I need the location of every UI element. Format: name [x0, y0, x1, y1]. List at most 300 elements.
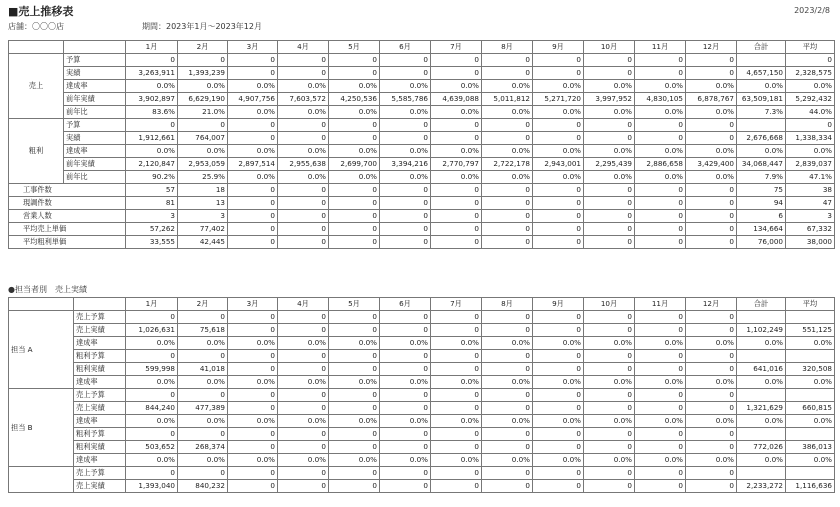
- value-cell: 0: [635, 197, 686, 210]
- value-cell: 18: [178, 184, 228, 197]
- table-row: [9, 363, 835, 376]
- value-cell: 0: [380, 389, 431, 402]
- value-cell: 0: [380, 223, 431, 236]
- value-cell: 0: [278, 467, 329, 480]
- value-cell: 38,000: [786, 236, 835, 249]
- table-row: [9, 132, 835, 145]
- value-cell: 0: [431, 210, 482, 223]
- value-cell: 660,815: [786, 402, 835, 415]
- value-cell: 0: [482, 119, 533, 132]
- header-row: [9, 298, 835, 311]
- value-cell: 0.0%: [126, 337, 178, 350]
- value-cell: 0.0%: [584, 454, 635, 467]
- value-cell: 0: [380, 402, 431, 415]
- value-cell: [786, 350, 835, 363]
- value-cell: 0.0%: [178, 376, 228, 389]
- table-row: [9, 119, 835, 132]
- value-cell: 0.0%: [482, 376, 533, 389]
- value-cell: 0: [584, 428, 635, 441]
- value-cell: 0: [584, 441, 635, 454]
- value-cell: 0: [380, 210, 431, 223]
- row-label: 前年実績: [64, 93, 126, 106]
- value-cell: 2,120,847: [126, 158, 178, 171]
- value-cell: 0: [329, 311, 380, 324]
- column-header: 4月: [278, 298, 329, 311]
- table-row: [9, 67, 835, 80]
- value-cell: 75: [737, 184, 786, 197]
- value-cell: 0.0%: [737, 145, 786, 158]
- value-cell: 0: [635, 223, 686, 236]
- value-cell: 1,393,040: [126, 480, 178, 493]
- value-cell: 0: [228, 197, 278, 210]
- value-cell: 0.0%: [228, 376, 278, 389]
- value-cell: 0: [482, 389, 533, 402]
- value-cell: 0: [329, 324, 380, 337]
- value-cell: 2,295,439: [584, 158, 635, 171]
- value-cell: 0: [178, 467, 228, 480]
- value-cell: 0: [686, 350, 737, 363]
- value-cell: 0.0%: [533, 171, 584, 184]
- value-cell: 0: [786, 119, 835, 132]
- value-cell: 0: [635, 350, 686, 363]
- value-cell: [737, 311, 786, 324]
- value-cell: 0: [126, 428, 178, 441]
- value-cell: 0.0%: [737, 454, 786, 467]
- value-cell: 0.0%: [686, 337, 737, 350]
- value-cell: 4,657,150: [737, 67, 786, 80]
- table-row: [9, 80, 835, 93]
- column-header: 5月: [329, 298, 380, 311]
- table-row: [9, 467, 835, 480]
- value-cell: 38: [786, 184, 835, 197]
- row-label: 平均粗利単価: [9, 236, 126, 249]
- value-cell: [786, 467, 835, 480]
- value-cell: 6,878,767: [686, 93, 737, 106]
- value-cell: 0.0%: [278, 415, 329, 428]
- value-cell: 3: [786, 210, 835, 223]
- value-cell: 134,664: [737, 223, 786, 236]
- value-cell: 0: [533, 428, 584, 441]
- value-cell: 0: [178, 54, 228, 67]
- value-cell: 0: [329, 54, 380, 67]
- value-cell: 0: [431, 363, 482, 376]
- value-cell: 0.0%: [482, 415, 533, 428]
- value-cell: 0: [178, 311, 228, 324]
- value-cell: 0: [431, 324, 482, 337]
- value-cell: 0: [686, 467, 737, 480]
- value-cell: [737, 119, 786, 132]
- value-cell: 0.0%: [482, 171, 533, 184]
- value-cell: 1,116,636: [786, 480, 835, 493]
- value-cell: 0.0%: [431, 106, 482, 119]
- column-header: 7月: [431, 298, 482, 311]
- value-cell: 0.0%: [126, 454, 178, 467]
- header-row: [9, 41, 835, 54]
- value-cell: 33,555: [126, 236, 178, 249]
- value-cell: 3,263,911: [126, 67, 178, 80]
- column-header: 11月: [635, 41, 686, 54]
- row-label: 達成率: [74, 376, 126, 389]
- value-cell: 0: [228, 389, 278, 402]
- value-cell: 0: [380, 311, 431, 324]
- row-label: 工事件数: [9, 184, 126, 197]
- table-row: [9, 441, 835, 454]
- group-label: 粗利: [9, 119, 64, 184]
- row-label: 予算: [64, 54, 126, 67]
- table-row: [9, 454, 835, 467]
- value-cell: 0: [686, 311, 737, 324]
- row-label: 達成率: [74, 337, 126, 350]
- value-cell: 0.0%: [126, 145, 178, 158]
- value-cell: 0.0%: [635, 106, 686, 119]
- value-cell: 320,508: [786, 363, 835, 376]
- value-cell: 0: [278, 480, 329, 493]
- value-cell: 3,429,400: [686, 158, 737, 171]
- value-cell: 0: [482, 441, 533, 454]
- value-cell: 0: [278, 197, 329, 210]
- value-cell: 0: [178, 428, 228, 441]
- value-cell: 2,722,178: [482, 158, 533, 171]
- column-header: 9月: [533, 41, 584, 54]
- value-cell: 0: [482, 132, 533, 145]
- value-cell: 0.0%: [533, 337, 584, 350]
- value-cell: 0: [686, 67, 737, 80]
- value-cell: 0.0%: [786, 80, 835, 93]
- value-cell: 0: [380, 480, 431, 493]
- column-header: 4月: [278, 41, 329, 54]
- value-cell: 0.0%: [533, 454, 584, 467]
- row-label: 実績: [64, 67, 126, 80]
- row-label: 予算: [64, 119, 126, 132]
- value-cell: 0.0%: [329, 415, 380, 428]
- value-cell: 0: [533, 441, 584, 454]
- value-cell: 0.0%: [380, 454, 431, 467]
- value-cell: 1,026,631: [126, 324, 178, 337]
- value-cell: 0: [329, 363, 380, 376]
- value-cell: 0.0%: [584, 415, 635, 428]
- value-cell: 0: [329, 132, 380, 145]
- value-cell: 90.2%: [126, 171, 178, 184]
- value-cell: 42,445: [178, 236, 228, 249]
- table-row: [9, 311, 835, 324]
- value-cell: 0: [686, 197, 737, 210]
- table-row: [9, 324, 835, 337]
- value-cell: 5,011,812: [482, 93, 533, 106]
- value-cell: 0.0%: [635, 145, 686, 158]
- value-cell: 0: [584, 389, 635, 402]
- value-cell: 0: [686, 428, 737, 441]
- value-cell: 0: [635, 184, 686, 197]
- table-row: [9, 350, 835, 363]
- value-cell: 599,998: [126, 363, 178, 376]
- row-label: 達成率: [74, 415, 126, 428]
- column-header: 3月: [228, 41, 278, 54]
- table-row: [9, 376, 835, 389]
- column-header: 10月: [584, 41, 635, 54]
- value-cell: 0.0%: [737, 80, 786, 93]
- value-cell: 1,102,249: [737, 324, 786, 337]
- value-cell: 0: [584, 119, 635, 132]
- value-cell: 0: [686, 480, 737, 493]
- value-cell: 0: [635, 54, 686, 67]
- value-cell: 0: [686, 389, 737, 402]
- value-cell: 3,394,216: [380, 158, 431, 171]
- value-cell: 0: [431, 132, 482, 145]
- value-cell: 0: [686, 132, 737, 145]
- value-cell: 0: [431, 119, 482, 132]
- value-cell: 0.0%: [278, 337, 329, 350]
- value-cell: 0: [228, 311, 278, 324]
- row-label: 売上予算: [74, 311, 126, 324]
- value-cell: 5,271,720: [533, 93, 584, 106]
- value-cell: 551,125: [786, 324, 835, 337]
- period-label: 期間：2023年1月～2023年12月: [142, 22, 262, 31]
- value-cell: 0: [278, 210, 329, 223]
- value-cell: 0.0%: [584, 80, 635, 93]
- value-cell: 0: [584, 223, 635, 236]
- value-cell: 75,618: [178, 324, 228, 337]
- value-cell: 0.0%: [786, 337, 835, 350]
- table-row: [9, 171, 835, 184]
- value-cell: 0: [228, 223, 278, 236]
- column-header: 8月: [482, 41, 533, 54]
- value-cell: 0: [584, 467, 635, 480]
- table-row: [9, 145, 835, 158]
- value-cell: 0.0%: [329, 337, 380, 350]
- value-cell: 0: [533, 311, 584, 324]
- value-cell: 0: [228, 480, 278, 493]
- value-cell: 0: [278, 67, 329, 80]
- value-cell: 0: [126, 311, 178, 324]
- value-cell: 0.0%: [431, 376, 482, 389]
- value-cell: 0: [228, 236, 278, 249]
- value-cell: 0.0%: [329, 106, 380, 119]
- value-cell: 0.0%: [737, 337, 786, 350]
- value-cell: 0: [228, 54, 278, 67]
- value-cell: 477,389: [178, 402, 228, 415]
- value-cell: 0: [278, 311, 329, 324]
- value-cell: [786, 389, 835, 402]
- table-row: [9, 54, 835, 67]
- value-cell: 0: [584, 184, 635, 197]
- column-header: 12月: [686, 41, 737, 54]
- value-cell: 0.0%: [431, 145, 482, 158]
- value-cell: 2,897,514: [228, 158, 278, 171]
- value-cell: 0: [380, 441, 431, 454]
- value-cell: 0: [126, 467, 178, 480]
- value-cell: 81: [126, 197, 178, 210]
- value-cell: 0: [380, 428, 431, 441]
- value-cell: 0: [482, 223, 533, 236]
- value-cell: 772,026: [737, 441, 786, 454]
- value-cell: 0.0%: [178, 337, 228, 350]
- value-cell: 0: [329, 184, 380, 197]
- value-cell: 0.0%: [533, 145, 584, 158]
- value-cell: 44.0%: [786, 106, 835, 119]
- value-cell: 83.6%: [126, 106, 178, 119]
- value-cell: 7.3%: [737, 106, 786, 119]
- row-label: 達成率: [74, 454, 126, 467]
- row-label: 達成率: [64, 145, 126, 158]
- value-cell: 0: [686, 402, 737, 415]
- value-cell: 2,953,059: [178, 158, 228, 171]
- value-cell: 4,639,088: [431, 93, 482, 106]
- value-cell: 0: [431, 428, 482, 441]
- value-cell: 0: [482, 197, 533, 210]
- value-cell: 0: [686, 184, 737, 197]
- value-cell: 2,328,575: [786, 67, 835, 80]
- table-row: [9, 158, 835, 171]
- value-cell: 0: [635, 324, 686, 337]
- value-cell: 0.0%: [380, 171, 431, 184]
- value-cell: 0.0%: [533, 80, 584, 93]
- table-row: [9, 106, 835, 119]
- value-cell: 67,332: [786, 223, 835, 236]
- row-label: 前年比: [64, 106, 126, 119]
- value-cell: 0: [278, 441, 329, 454]
- value-cell: 0.0%: [482, 145, 533, 158]
- value-cell: 844,240: [126, 402, 178, 415]
- value-cell: [737, 467, 786, 480]
- value-cell: 0: [482, 67, 533, 80]
- table-row: [9, 415, 835, 428]
- value-cell: 0.0%: [178, 454, 228, 467]
- value-cell: 0.0%: [686, 145, 737, 158]
- report-date: 2023/2/8: [794, 6, 830, 15]
- value-cell: 0: [635, 119, 686, 132]
- value-cell: 0: [329, 67, 380, 80]
- row-label: 粗利実績: [74, 441, 126, 454]
- value-cell: 0: [431, 311, 482, 324]
- value-cell: 0: [278, 389, 329, 402]
- group-label: 担当 A: [9, 311, 74, 389]
- row-label: 粗利予算: [74, 350, 126, 363]
- value-cell: 0.0%: [431, 80, 482, 93]
- value-cell: 0: [228, 402, 278, 415]
- value-cell: 0.0%: [686, 415, 737, 428]
- value-cell: 0.0%: [482, 80, 533, 93]
- column-header: 11月: [635, 298, 686, 311]
- value-cell: 0: [126, 54, 178, 67]
- value-cell: 0: [533, 402, 584, 415]
- row-label: 粗利予算: [74, 428, 126, 441]
- value-cell: 0.0%: [228, 106, 278, 119]
- value-cell: 0.0%: [278, 454, 329, 467]
- value-cell: 0.0%: [126, 376, 178, 389]
- value-cell: 0: [584, 210, 635, 223]
- value-cell: 0: [431, 350, 482, 363]
- value-cell: 5,292,432: [786, 93, 835, 106]
- table-row: [9, 184, 835, 197]
- value-cell: 0: [228, 350, 278, 363]
- value-cell: 7,603,572: [278, 93, 329, 106]
- value-cell: [737, 54, 786, 67]
- value-cell: 0: [635, 467, 686, 480]
- value-cell: 0: [584, 350, 635, 363]
- value-cell: 0.0%: [786, 145, 835, 158]
- value-cell: 0: [431, 54, 482, 67]
- table-row: [9, 402, 835, 415]
- value-cell: 0: [482, 236, 533, 249]
- value-cell: 840,232: [178, 480, 228, 493]
- value-cell: 0.0%: [380, 337, 431, 350]
- value-cell: 0.0%: [431, 454, 482, 467]
- value-cell: 0: [584, 402, 635, 415]
- column-header: 1月: [126, 298, 178, 311]
- value-cell: 0: [584, 363, 635, 376]
- table-row: [9, 223, 835, 236]
- column-header: 12月: [686, 298, 737, 311]
- value-cell: 764,007: [178, 132, 228, 145]
- row-label: 前年比: [64, 171, 126, 184]
- report-title: ■売上推移表: [8, 5, 74, 18]
- value-cell: 0: [482, 54, 533, 67]
- value-cell: 0: [786, 54, 835, 67]
- value-cell: 0.0%: [278, 376, 329, 389]
- value-cell: 1,912,661: [126, 132, 178, 145]
- value-cell: 0: [278, 428, 329, 441]
- table-row: [9, 197, 835, 210]
- value-cell: 0: [278, 184, 329, 197]
- value-cell: 0.0%: [686, 454, 737, 467]
- value-cell: 0: [329, 210, 380, 223]
- value-cell: 0: [329, 441, 380, 454]
- value-cell: 0: [635, 480, 686, 493]
- value-cell: 0.0%: [126, 80, 178, 93]
- column-header: 1月: [126, 41, 178, 54]
- value-cell: 41,018: [178, 363, 228, 376]
- value-cell: 0.0%: [278, 145, 329, 158]
- value-cell: [737, 389, 786, 402]
- value-cell: 0: [635, 363, 686, 376]
- value-cell: 0: [380, 236, 431, 249]
- value-cell: 0: [329, 389, 380, 402]
- value-cell: 0.0%: [329, 376, 380, 389]
- value-cell: 0: [278, 223, 329, 236]
- value-cell: 0.0%: [228, 80, 278, 93]
- value-cell: 0: [686, 441, 737, 454]
- value-cell: 0: [329, 236, 380, 249]
- row-label: 実績: [64, 132, 126, 145]
- value-cell: 0: [635, 311, 686, 324]
- value-cell: 0.0%: [278, 106, 329, 119]
- value-cell: 0: [329, 428, 380, 441]
- value-cell: 0: [686, 210, 737, 223]
- value-cell: 2,839,037: [786, 158, 835, 171]
- value-cell: 4,250,536: [329, 93, 380, 106]
- value-cell: 63,509,181: [737, 93, 786, 106]
- value-cell: 0: [635, 402, 686, 415]
- value-cell: 0: [533, 389, 584, 402]
- value-cell: 0.0%: [635, 415, 686, 428]
- column-header: 8月: [482, 298, 533, 311]
- value-cell: 34,068,447: [737, 158, 786, 171]
- value-cell: 0.0%: [431, 171, 482, 184]
- value-cell: 0: [431, 67, 482, 80]
- value-cell: [737, 428, 786, 441]
- value-cell: 2,699,700: [329, 158, 380, 171]
- value-cell: 0: [533, 132, 584, 145]
- value-cell: 0: [380, 350, 431, 363]
- value-cell: 76,000: [737, 236, 786, 249]
- value-cell: 0: [533, 210, 584, 223]
- value-cell: 0: [533, 54, 584, 67]
- group-label: [9, 467, 74, 493]
- value-cell: 57,262: [126, 223, 178, 236]
- value-cell: 0.0%: [786, 454, 835, 467]
- value-cell: 0.0%: [584, 337, 635, 350]
- value-cell: 0.0%: [584, 376, 635, 389]
